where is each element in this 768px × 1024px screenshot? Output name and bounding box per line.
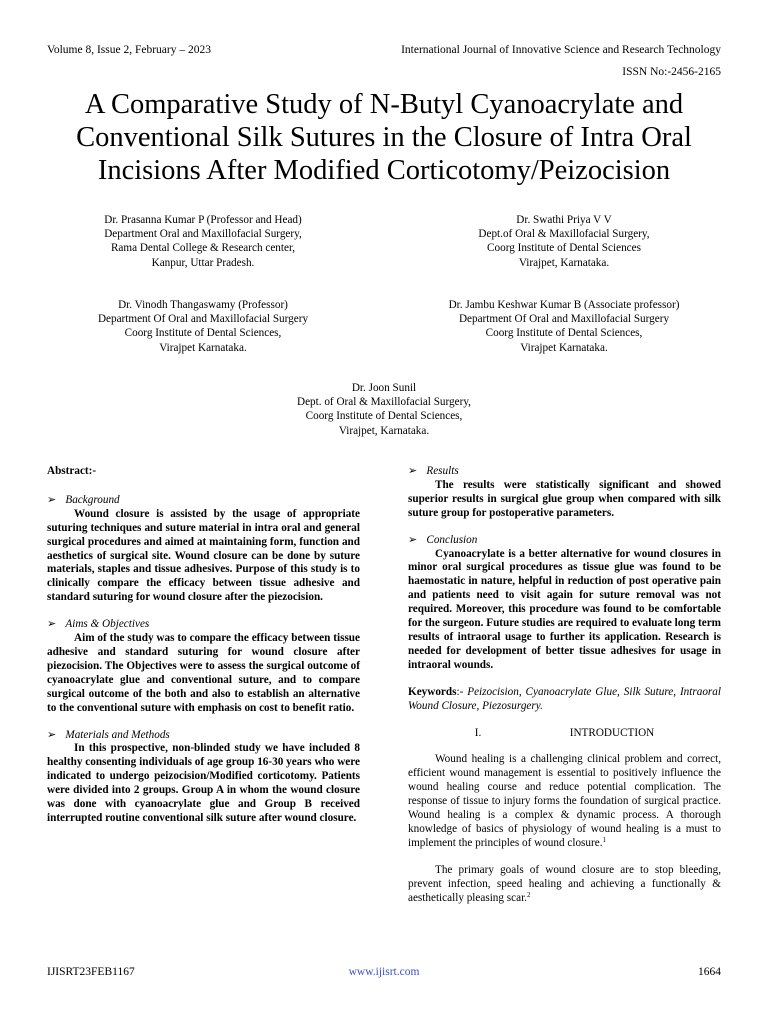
journal-name: International Journal of Innovative Science and Research Technology (401, 44, 721, 56)
author-location: Virajpet Karnataka. (159, 341, 247, 354)
intro-paragraph-1: Wound healing is a challenging clinical problem and correct, efficient wound management is essential to positively influence the wound healing course and reduce potential complication. The response of tissue to injury forms the foundation of surgical practice. Wound healing is a complex & dynamic process. A thorough knowledge of basics of physiology of wound healing is a must to implement the principles of wound closure.$^1$ (408, 753, 721, 849)
author-block-1 (53, 213, 353, 270)
author-name: Dr. Vinodh Thangaswamy (Professor) (118, 299, 288, 311)
conclusion-heading: ➢ Conclusion (408, 533, 478, 546)
bullet-arrow-icon: ➢ (47, 618, 57, 631)
author-location: Kanpur, Uttar Pradesh. (151, 256, 255, 269)
background-text: Wound closure is assisted by the usage of appropriate suturing techniques and suture material in intra oral and general surgical procedures and aimed at maintaining form, function and aesthetics of surgical site. Wound closure can be done by suture materials, staples and tissue adhesives. Purpose of this study is to clinically compare the efficacy between tissue adhesive and standard suturing for wound closure after the piezocision. (47, 507, 360, 604)
author-block-5 (234, 381, 534, 438)
article-id: IJISRT23FEB1167 (47, 966, 135, 978)
journal-website-link[interactable]: www.ijisrt.com (348, 966, 420, 978)
author-affiliation: Department Of Oral and Maxillofacial Surgery (458, 313, 670, 326)
author-block-2 (414, 213, 714, 270)
issn: ISSN No:-2456-2165 (622, 66, 721, 78)
right-column (408, 465, 721, 905)
author-block-4 (414, 298, 714, 355)
conclusion-text: Cyanoacrylate is a better alternative for wound closures in minor oral surgical procedures as tissue glue was found to be haemostatic in nature, helpful in reduction of post operative pain and patients need to visit again for suture removal was not required. Moreover, this procedure was found to be comfortable for the surgeon. Future studies are required to evaluate long term results of intraoral usage to further its application. Research is needed for development of better tissue adhesives for usage in intraoral wounds. (408, 547, 721, 671)
section-heading-introduction: I. INTRODUCTION (474, 726, 655, 739)
author-location: Virajpet, Karnataka. (518, 256, 610, 269)
methods-text: In this prospective, non-blinded study we have included 8 healthy consenting individuals of age group 16-30 years who were indicated to undergo peizocision/Modified corticotomy. Patients were divided into 2 groups. Group A in whom the wound closure was done with cyanoacrylate glue and Group B received interrupted routine conventional silk suture after wound closure. (47, 742, 360, 824)
left-column (47, 465, 360, 826)
results-heading: ➢ Results (408, 465, 459, 477)
results-text: The results were statistically significant and showed superior results in surgical glue group when compared with silk suture group for postoperative parameters. (408, 478, 721, 519)
author-name: Dr. Prasanna Kumar P (Professor and Head) (104, 214, 302, 226)
bullet-arrow-icon: ➢ (47, 493, 57, 506)
keywords: Keywords:- Peizocision, Cyanoacrylate Glue, Silk Suture, Intraoral Wound Closure, Piezosurgery. (408, 685, 721, 712)
volume-issue: Volume 8, Issue 2, February – 2023 (47, 44, 211, 56)
author-location: Virajpet, Karnataka. (338, 424, 430, 437)
methods-heading: ➢ Materials and Methods (47, 728, 170, 741)
paper-title: A Comparative Study of N-Butyl Cyanoacrylate and Conventional Silk Sutures in the Closure of Intra Oral Incisions After Modified Corticotomy/Peizocision (76, 89, 692, 186)
page-number: 1664 (698, 966, 721, 978)
author-affiliation: Coorg Institute of Dental Sciences, (124, 327, 282, 340)
author-affiliation: Coorg Institute of Dental Sciences, (485, 327, 643, 340)
intro-paragraph-2: The primary goals of wound closure are to stop bleeding, prevent infection, speed healing and achieving a functionally & aesthetically pleasing scar.$^2$ (408, 863, 721, 904)
author-affiliation: Dept. of Oral & Maxillofacial Surgery, (297, 396, 471, 409)
background-heading: ➢ Background (47, 493, 120, 506)
author-name: Dr. Joon Sunil (351, 382, 417, 394)
author-block-3 (53, 298, 353, 355)
author-name: Dr. Swathi Priya V V (516, 214, 612, 226)
abstract-label: Abstract:- (47, 465, 97, 477)
bullet-arrow-icon: ➢ (408, 533, 418, 546)
author-affiliation: Dept.of Oral & Maxillofacial Surgery, (478, 228, 650, 241)
aims-heading: ➢ Aims & Objectives (47, 618, 150, 631)
bullet-arrow-icon: ➢ (408, 465, 418, 477)
author-name: Dr. Jambu Keshwar Kumar B (Associate professor) (448, 299, 680, 311)
author-affiliation: Rama Dental College & Research center, (110, 242, 296, 255)
bullet-arrow-icon: ➢ (47, 728, 57, 741)
author-affiliation: Coorg Institute of Dental Sciences (487, 242, 641, 255)
author-location: Virajpet Karnataka. (520, 341, 608, 354)
author-affiliation: Department Of Oral and Maxillofacial Surgery (97, 313, 309, 326)
author-affiliation: Department Oral and Maxillofacial Surgery, (104, 228, 302, 241)
aims-text: Aim of the study was to compare the efficacy between tissue adhesive and standard suturing for wound closure after piezocision. The Objectives were to assess the surgical outcome of cyanoacrylate glue and conventional suture, and to compare surgical outcome of the both and also to establish an alternative to the conventional suture with emphasis on cost to benefit ratio. (47, 632, 360, 714)
author-affiliation: Coorg Institute of Dental Sciences, (305, 410, 463, 423)
